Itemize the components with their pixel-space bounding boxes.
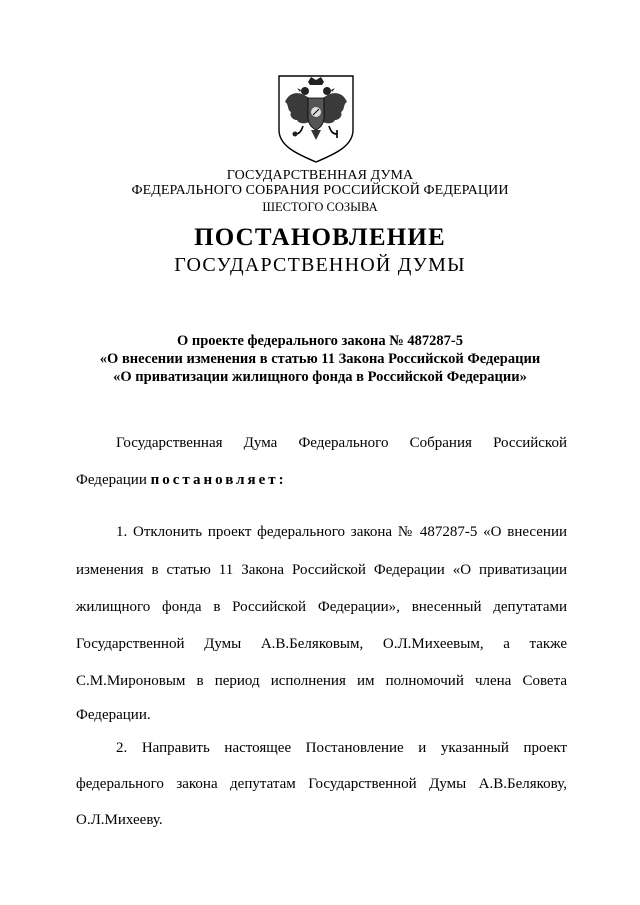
organization-name-line1: ГОСУДАРСТВЕННАЯ ДУМА xyxy=(226,168,414,183)
item2-line: 2. Направить настоящее Постановление и указанный проект xyxy=(116,740,567,756)
document-issuer: ГОСУДАРСТВЕННОЙ ДУМЫ xyxy=(174,254,466,276)
item1-line: изменения в статью 11 Закона Российской Федерации «О приватизации xyxy=(76,562,567,578)
resolves-word: постановляет: xyxy=(150,472,287,488)
preamble-line-1: Государственная Дума Федерального Собрания Российской xyxy=(116,435,567,451)
state-emblem-icon xyxy=(275,72,357,164)
item1-line: Федерации. xyxy=(76,707,151,723)
document-type: ПОСТАНОВЛЕНИЕ xyxy=(194,224,446,251)
subject-line-3: «О приватизации жилищного фонда в Российской Федерации» xyxy=(113,369,527,385)
item2-line: О.Л.Михееву. xyxy=(76,812,163,828)
organization-name-line2: ФЕДЕРАЛЬНОГО СОБРАНИЯ РОССИЙСКОЙ ФЕДЕРАЦИИ xyxy=(131,183,509,198)
preamble-prefix: Федерации xyxy=(76,472,151,488)
item1-line: жилищного фонда в Российской Федерации», внесенный депутатами xyxy=(76,599,567,615)
subject-line-2: «О внесении изменения в статью 11 Закона Российской Федерации xyxy=(99,351,541,367)
subject-line-1: О проекте федерального закона № 487287-5 xyxy=(176,333,464,349)
item1-line: С.М.Мироновым в период исполнения им полномочий члена Совета xyxy=(76,673,567,689)
preamble-line-2 xyxy=(76,470,567,490)
item2-line: федерального закона депутатам Государственной Думы А.В.Белякову, xyxy=(76,776,567,792)
item1-line: Государственной Думы А.В.Беляковым, О.Л.Михеевым, а также xyxy=(76,636,567,652)
item1-line: 1. Отклонить проект федерального закона № 487287-5 «О внесении xyxy=(116,524,567,540)
convocation: ШЕСТОГО СОЗЫВА xyxy=(262,200,378,214)
